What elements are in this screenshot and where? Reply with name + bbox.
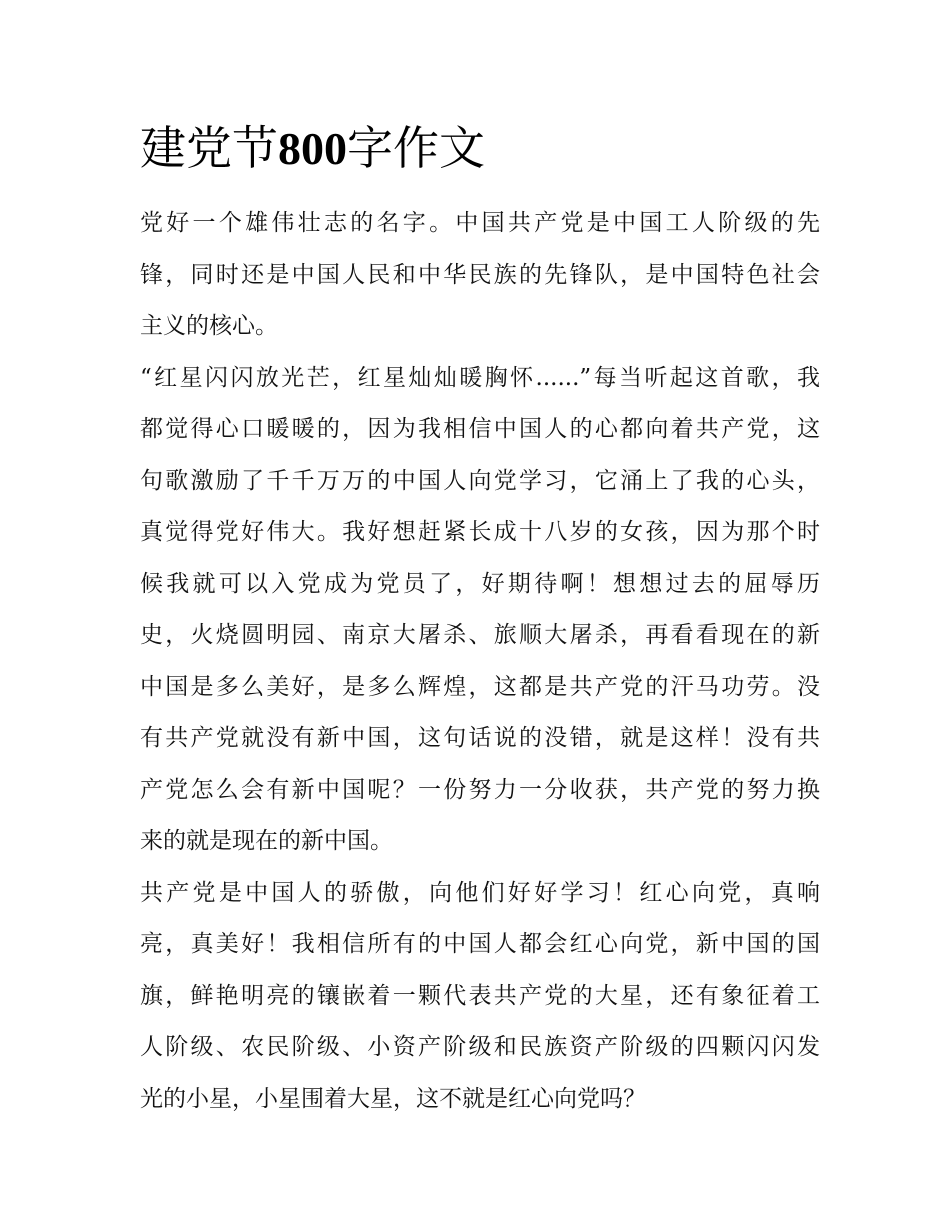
title-prefix: 建党节	[140, 121, 278, 175]
body-line: 主义的核心。	[140, 313, 278, 339]
body-line: 真觉得党好伟大。我好想赶紧长成十八岁的女孩，因为那个时	[140, 519, 820, 545]
body-line: 旗，鲜艳明亮的镶嵌着一颗代表共产党的大星，还有象征着工	[140, 982, 820, 1009]
body-line: 人阶级、农民阶级、小资产阶级和民族资产阶级的四颗闪闪发	[140, 1034, 820, 1060]
body-line: 共产党是中国人的骄傲，向他们好好学习！红心向党，真响	[140, 879, 820, 906]
body-line: 亮，真美好！我相信所有的中国人都会红心向党，新中国的国	[140, 931, 820, 957]
body-line: 句歌激励了千千万万的中国人向党学习，它涌上了我的心头，	[140, 467, 820, 494]
title-number: 800	[278, 123, 347, 174]
body-line: “红星闪闪放光芒，红星灿灿暖胸怀......”每当听起这首歌，我	[140, 364, 820, 391]
body-line: 来的就是现在的新中国。	[140, 828, 393, 854]
body-line: 产党怎么会有新中国呢？一份努力一分收获，共产党的努力换	[140, 776, 820, 803]
body-line: 党好一个雄伟壮志的名字。中国共产党是中国工人阶级的先	[140, 210, 820, 236]
body-line: 候我就可以入党成为党员了，好期待啊！想想过去的屈辱历	[140, 570, 820, 597]
document-body	[140, 198, 820, 1125]
body-line: 史，火烧圆明园、南京大屠杀、旅顺大屠杀，再看看现在的新	[140, 622, 820, 648]
body-line: 有共产党就没有新中国，这句话说的没错，就是这样！没有共	[140, 725, 820, 751]
body-line: 都觉得心口暖暖的，因为我相信中国人的心都向着共产党，这	[140, 416, 820, 442]
body-line: 中国是多么美好，是多么辉煌，这都是共产党的汗马功劳。没	[140, 673, 820, 700]
title-suffix: 字作文	[347, 121, 485, 175]
body-line: 光的小星，小星围着大星，这不就是红心向党吗？	[140, 1085, 646, 1112]
body-line: 锋，同时还是中国人民和中华民族的先锋队，是中国特色社会	[140, 261, 820, 288]
document-title	[140, 118, 485, 179]
